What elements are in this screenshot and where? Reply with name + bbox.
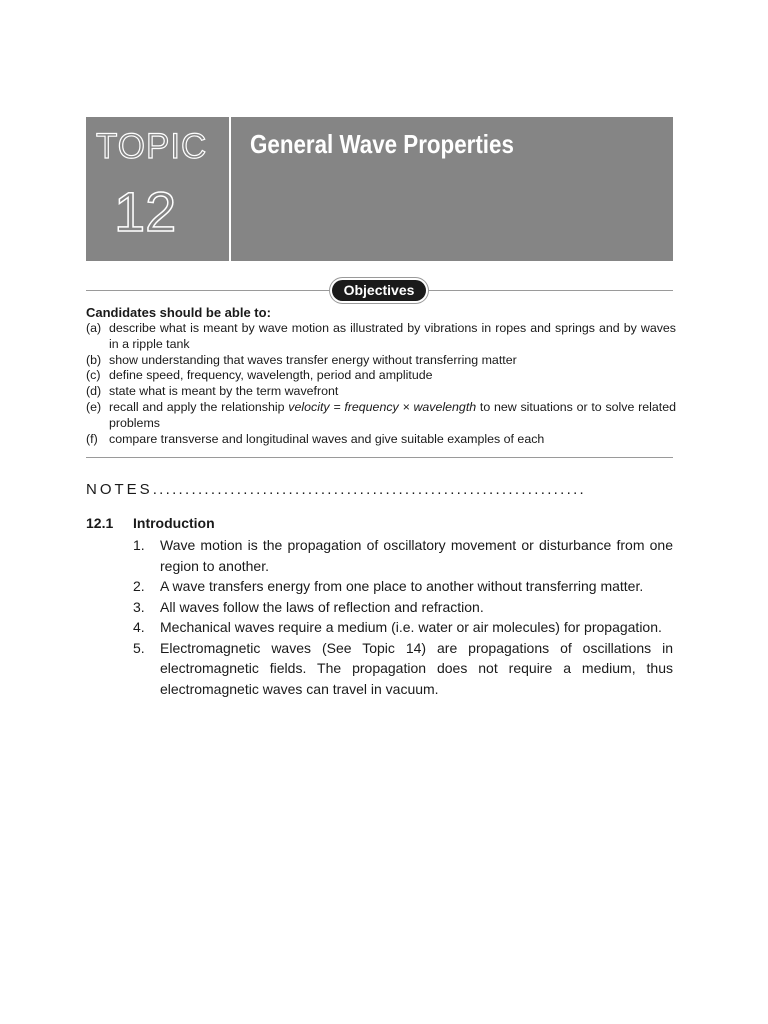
objectives-badge: Objectives bbox=[332, 280, 426, 301]
objective-item bbox=[86, 321, 676, 353]
topic-number: 12 bbox=[114, 180, 177, 243]
notes-leader-dots: ................................................................... bbox=[152, 481, 587, 498]
objective-text: state what is meant by the term wavefront bbox=[109, 384, 339, 399]
list-item-text: All waves follow the laws of reflection and refraction. bbox=[160, 598, 484, 615]
wave-equation: velocity = frequency × wavelength bbox=[288, 399, 477, 414]
list-item bbox=[133, 597, 673, 618]
list-item-text: A wave transfers energy from one place to another without transferring matter. bbox=[160, 578, 644, 594]
topic-word: TOPIC bbox=[96, 127, 208, 166]
objectives-bottom-divider bbox=[86, 457, 673, 458]
list-item bbox=[133, 617, 673, 638]
notes-list bbox=[133, 535, 673, 699]
objective-item bbox=[86, 400, 676, 432]
list-item-number: 1. bbox=[133, 537, 145, 553]
section-number: 12.1 bbox=[86, 515, 114, 531]
objective-letter: (b) bbox=[86, 352, 102, 367]
objectives-list bbox=[86, 321, 676, 447]
list-item bbox=[133, 535, 673, 576]
objective-text: describe what is meant by wave motion as illustrated by vibrations in ropes and springs and by waves in a ripple tank bbox=[109, 321, 676, 351]
objective-text-end: to new situations or to solve related problems bbox=[109, 399, 677, 430]
objective-item bbox=[86, 384, 676, 400]
notes-label: NOTES bbox=[86, 481, 153, 498]
objective-letter: (f) bbox=[86, 431, 98, 446]
objective-letter: (c) bbox=[86, 368, 101, 383]
objective-item bbox=[86, 353, 676, 369]
objective-text: define speed, frequency, wavelength, period and amplitude bbox=[109, 368, 433, 383]
list-item-number: 2. bbox=[133, 578, 145, 594]
list-item-text: Electromagnetic waves (See Topic 14) are propagations of oscillations in electromagnetic fields. The propagation does not require a medium, thus electromagnetic waves can travel in vacuum. bbox=[160, 639, 673, 697]
list-item-number: 5. bbox=[133, 639, 145, 656]
list-item bbox=[133, 576, 673, 597]
list-item bbox=[133, 638, 673, 700]
objectives-intro: Candidates should be able to: bbox=[86, 305, 271, 320]
banner-divider bbox=[229, 117, 231, 261]
objective-letter: (a) bbox=[86, 321, 102, 335]
objective-item bbox=[86, 432, 676, 448]
notes-heading bbox=[86, 481, 676, 501]
list-item-text: Mechanical waves require a medium (i.e. water or air molecules) for propagation. bbox=[160, 619, 662, 635]
objective-item bbox=[86, 368, 676, 384]
list-item-text: Wave motion is the propagation of oscillatory movement or disturbance from one region to another. bbox=[160, 537, 673, 574]
objective-letter: (d) bbox=[86, 384, 102, 399]
objective-letter: (e) bbox=[86, 399, 102, 414]
section-title: Introduction bbox=[133, 515, 215, 531]
page-title: General Wave Properties bbox=[250, 129, 514, 159]
objective-text bbox=[109, 400, 676, 432]
objective-text: compare transverse and longitudinal waves and give suitable examples of each bbox=[109, 431, 545, 446]
list-item-number: 4. bbox=[133, 619, 145, 635]
topic-banner bbox=[86, 117, 673, 261]
objective-text: show understanding that waves transfer energy without transferring matter bbox=[109, 352, 517, 367]
list-item-number: 3. bbox=[133, 598, 145, 615]
topic-badge bbox=[86, 117, 229, 261]
objective-text-start: recall and apply the relationship bbox=[109, 399, 289, 414]
